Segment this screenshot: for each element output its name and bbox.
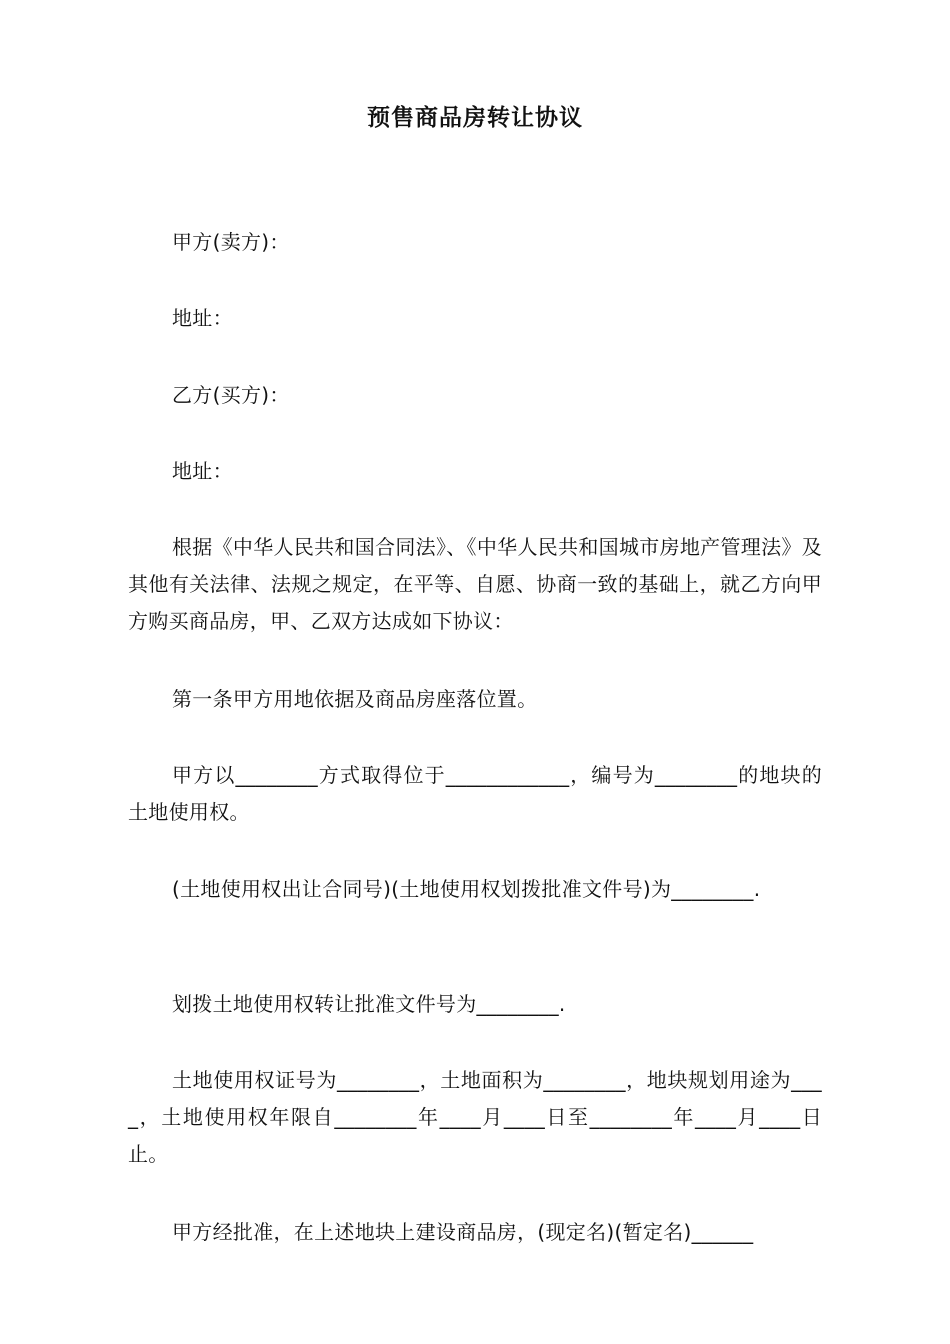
party-a-seller-line: 甲方(卖方)： [172,230,290,254]
party-a-address-line: 地址： [172,306,233,330]
land-acquisition-paragraph: 甲方以________方式取得位于____________，编号为________的地块的土地使用权。 [128,763,822,824]
party-b-address-line: 地址： [172,459,233,483]
article-one-heading: 第一条甲方用地依据及商品房座落位置。 [172,687,538,711]
transfer-approval-paragraph: 划拨土地使用权转让批准文件号为________. [172,992,566,1016]
land-contract-number-paragraph: (土地使用权出让合同号)(土地使用权划拨批准文件号)为________. [172,877,761,901]
preamble-paragraph: 根据《中华人民共和国合同法》、《中华人民共和国城市房地产管理法》及其他有关法律、法规之规定，在平等、自愿、协商一致的基础上，就乙方向甲方购买商品房，甲、乙双方达成如下协议： [128,535,822,633]
party-b-buyer-line: 乙方(买方)： [172,383,290,407]
construction-approval-paragraph: 甲方经批准，在上述地块上建设商品房，(现定名)(暂定名)______ [172,1220,754,1244]
document-title: 预售商品房转让协议 [367,105,583,131]
land-certificate-paragraph: 土地使用权证号为________，土地面积为________，地块规划用途为____，土地使用权年限自________年____月____日至________年____月____日止。 [128,1068,822,1166]
